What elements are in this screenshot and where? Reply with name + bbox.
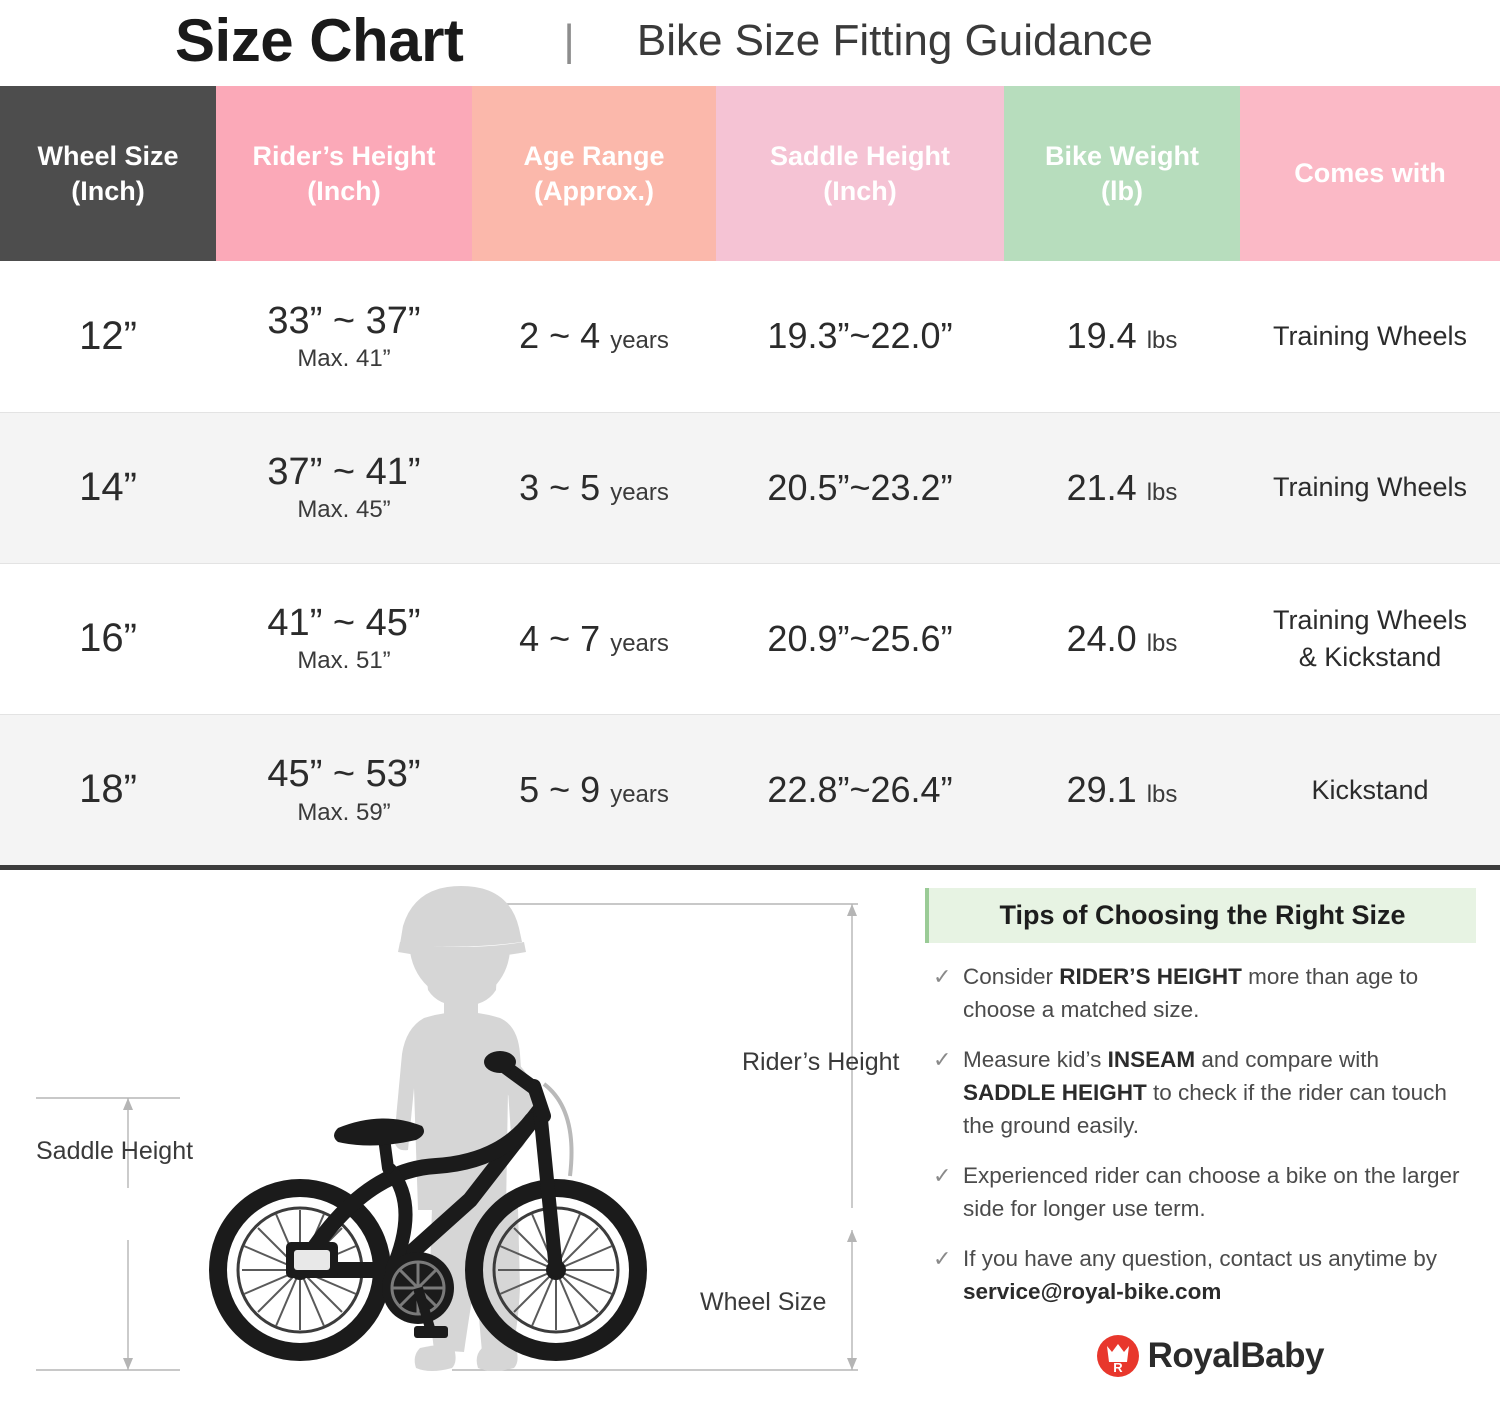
riders-height-range: 33” ~ 37” <box>267 299 421 342</box>
bike-weight-unit: lbs <box>1146 478 1178 506</box>
cell-bike-weight <box>1004 714 1240 865</box>
column-header-bike-weight <box>1004 86 1240 261</box>
cell-saddle-height: 22.8”~26.4” <box>716 714 1004 865</box>
age-range-value: 5 ~ 9 <box>519 768 601 810</box>
age-range-unit: years <box>610 327 669 355</box>
list-item <box>925 1160 1476 1225</box>
crown-r-icon <box>1096 1334 1140 1378</box>
comes-with-line1: Training Wheels <box>1272 605 1468 636</box>
column-header-line2: (Approx.) <box>534 175 654 206</box>
tip-part1: Measure kid’s <box>963 1047 1108 1073</box>
comes-with-line1: Training Wheels <box>1272 472 1468 503</box>
bike-weight-unit: lbs <box>1146 780 1178 808</box>
column-header-line1: Rider’s Height <box>252 140 436 171</box>
tip-text <box>963 1044 1476 1142</box>
age-range-value: 3 ~ 5 <box>519 466 601 508</box>
page-title: Size Chart <box>175 7 464 74</box>
brand-name: RoyalBaby <box>1147 1336 1324 1375</box>
table-row <box>0 563 1500 714</box>
page-header <box>0 0 1500 86</box>
age-range-unit: years <box>610 478 669 506</box>
column-header-line1: Comes with <box>1294 158 1446 189</box>
size-chart-table <box>0 86 1500 865</box>
comes-with-line1: Training Wheels <box>1272 321 1468 352</box>
comes-with-line2: & Kickstand <box>1298 641 1442 672</box>
check-icon: ✓ <box>933 1047 952 1073</box>
tip-bold1: RIDER’S HEIGHT <box>1059 964 1242 989</box>
riders-height-max: Max. 59” <box>297 798 391 826</box>
column-header-line2: (Inch) <box>71 175 145 206</box>
list-item <box>925 1044 1476 1142</box>
column-header-line2: (Inch) <box>307 175 381 206</box>
tip-part2: and compare with <box>1195 1047 1380 1073</box>
list-item <box>925 1243 1476 1308</box>
column-header-wheel-size <box>0 86 216 261</box>
comes-with-line1: Kickstand <box>1311 774 1429 805</box>
brand-logo <box>1096 1334 1324 1378</box>
bike-weight-value: 21.4 <box>1066 466 1137 508</box>
column-header-line2: (Inch) <box>823 175 897 206</box>
tip-part1: Consider <box>963 964 1060 989</box>
table-row <box>0 412 1500 563</box>
check-icon: ✓ <box>933 1163 952 1189</box>
cell-comes-with <box>1240 261 1500 412</box>
cell-wheel-size: 14” <box>0 412 216 563</box>
cell-bike-weight <box>1004 261 1240 412</box>
check-icon: ✓ <box>933 1246 952 1272</box>
tip-text <box>963 1160 1476 1225</box>
cell-wheel-size: 16” <box>0 563 216 714</box>
age-range-unit: years <box>610 629 669 657</box>
age-range-value: 4 ~ 7 <box>519 617 601 659</box>
table-row <box>0 261 1500 412</box>
tip-part3: to check if the rider can touch the ground easily. <box>963 1079 1447 1138</box>
bike-weight-value: 19.4 <box>1066 315 1137 357</box>
table-row <box>0 714 1500 865</box>
cell-riders-height <box>216 261 472 412</box>
cell-comes-with <box>1240 563 1500 714</box>
riders-height-range: 45” ~ 53” <box>267 753 421 796</box>
cell-age-range <box>472 412 716 563</box>
tip-part1: Experienced rider can choose a bike on the larger side for longer use term. <box>963 1163 1460 1221</box>
column-header-riders-height <box>216 86 472 261</box>
column-header-line1: Bike Weight <box>1044 140 1200 171</box>
column-header-line1: Age Range <box>523 140 665 171</box>
cell-saddle-height: 20.5”~23.2” <box>716 412 1004 563</box>
cell-wheel-size: 12” <box>0 261 216 412</box>
support-email[interactable]: service@royal-bike.com <box>963 1279 1222 1304</box>
riders-height-max: Max. 45” <box>297 496 391 524</box>
cell-comes-with <box>1240 412 1500 563</box>
cell-saddle-height: 20.9”~25.6” <box>716 563 1004 714</box>
tip-bold1: INSEAM <box>1107 1047 1196 1073</box>
table-header-row <box>0 86 1500 261</box>
tip-text <box>963 961 1476 1026</box>
cell-wheel-size: 18” <box>0 714 216 865</box>
age-range-unit: years <box>610 780 669 808</box>
header-separator: | <box>563 16 575 65</box>
riders-height-range: 37” ~ 41” <box>267 450 421 493</box>
column-header-line1: Saddle Height <box>769 140 951 171</box>
tip-text <box>963 1243 1476 1308</box>
tips-panel <box>915 870 1500 1384</box>
tip-part1: If you have any question, contact us anytime by <box>963 1246 1438 1272</box>
riders-height-max: Max. 41” <box>297 345 391 373</box>
tip-part2: more than age to choose a matched size. <box>963 964 1419 1022</box>
bike-weight-unit: lbs <box>1146 629 1178 657</box>
cell-comes-with <box>1240 714 1500 865</box>
bottom-section <box>0 870 1500 1384</box>
column-header-age-range <box>472 86 716 261</box>
cell-age-range <box>472 261 716 412</box>
cell-age-range <box>472 563 716 714</box>
column-header-line1: Wheel Size <box>37 140 179 171</box>
label-wheel-size: Wheel Size <box>700 1288 827 1316</box>
column-header-comes-with <box>1240 86 1500 261</box>
riders-height-range: 41” ~ 45” <box>267 601 421 644</box>
bike-weight-value: 24.0 <box>1066 617 1137 659</box>
cell-bike-weight <box>1004 563 1240 714</box>
cell-riders-height <box>216 714 472 865</box>
tips-title: Tips of Choosing the Right Size <box>925 888 1476 943</box>
bike-weight-unit: lbs <box>1146 327 1178 355</box>
column-header-saddle-height <box>716 86 1004 261</box>
cell-bike-weight <box>1004 412 1240 563</box>
cell-riders-height <box>216 563 472 714</box>
label-riders-height: Rider’s Height <box>742 1048 900 1076</box>
cell-age-range <box>472 714 716 865</box>
bike-measurement-illustration <box>0 870 915 1384</box>
check-icon: ✓ <box>933 964 952 989</box>
tip-bold2: SADDLE HEIGHT <box>963 1079 1147 1105</box>
label-saddle-height: Saddle Height <box>36 1137 194 1165</box>
bike-weight-value: 29.1 <box>1066 768 1137 810</box>
page-subtitle: Bike Size Fitting Guidance <box>636 16 1153 65</box>
svg-text:R: R <box>1112 1360 1123 1375</box>
list-item <box>925 961 1476 1026</box>
cell-riders-height <box>216 412 472 563</box>
age-range-value: 2 ~ 4 <box>519 315 601 357</box>
cell-saddle-height: 19.3”~22.0” <box>716 261 1004 412</box>
column-header-line2: (lb) <box>1101 175 1143 206</box>
riders-height-max: Max. 51” <box>297 647 391 675</box>
